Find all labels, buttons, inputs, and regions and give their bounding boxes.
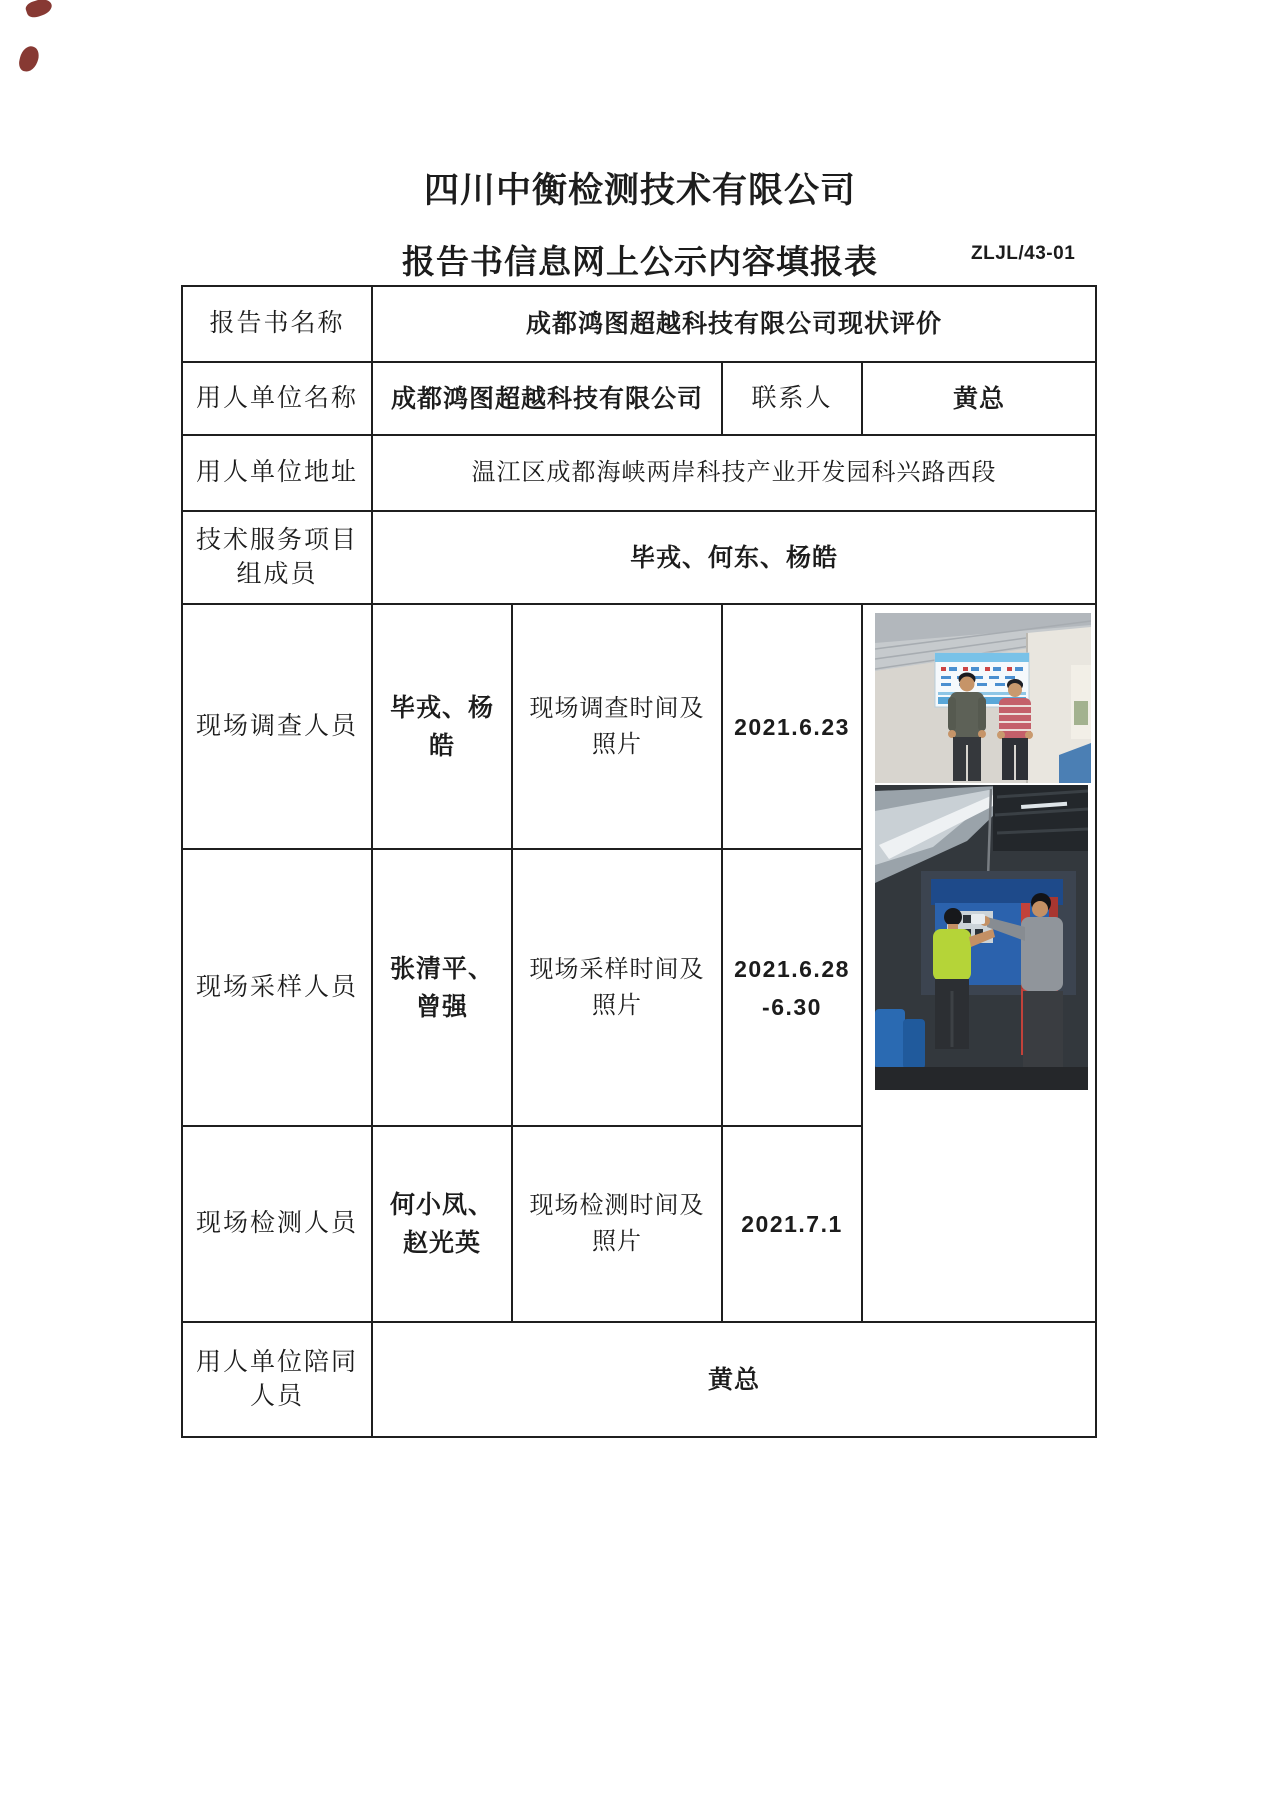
sampling-time-label-line2: 照片	[592, 992, 642, 1019]
sampling-time-label	[513, 850, 723, 1127]
employer-address-label: 用人单位地址	[183, 436, 373, 512]
report-name-label: 报告书名称	[183, 287, 373, 363]
site-sampling-photo	[875, 785, 1088, 1090]
team-label-line2: 组成员	[236, 560, 318, 588]
testing-time-label	[513, 1127, 723, 1323]
survey-date: 2021.6.23	[723, 605, 863, 850]
sampling-time-label-line1: 现场采样时间及	[529, 956, 705, 983]
report-name-value: 成都鸿图超越科技有限公司现状评价	[373, 287, 1095, 363]
report-info-table	[181, 285, 1097, 1438]
photo-column-cell	[863, 605, 1095, 1323]
sampling-names-line1: 张清平、	[389, 954, 494, 983]
testing-label: 现场检测人员	[183, 1127, 373, 1323]
site-survey-photo	[875, 613, 1091, 783]
team-label-line1: 技术服务项目	[195, 526, 358, 554]
testing-names-line1: 何小凤、	[389, 1191, 494, 1219]
testing-time-label-line2: 照片	[592, 1229, 642, 1255]
employer-name-label: 用人单位名称	[183, 363, 373, 436]
survey-time-label-line2: 照片	[592, 731, 642, 758]
contact-label: 联系人	[723, 363, 863, 436]
form-title: 报告书信息网上公示内容填报表	[402, 243, 878, 280]
accompany-label-line2: 人员	[249, 1382, 304, 1410]
accompany-label-line1: 用人单位陪同	[195, 1348, 358, 1376]
team-value: 毕戎、何东、杨皓	[373, 512, 1095, 605]
sampling-date-line2: -6.30	[762, 993, 822, 1020]
form-code: ZLJL/43-01	[971, 243, 1076, 264]
survey-names	[373, 605, 513, 850]
sampling-names-line2: 曾强	[415, 992, 468, 1021]
accompany-label	[183, 1323, 373, 1436]
company-title: 四川中衡检测技术有限公司	[423, 171, 856, 210]
testing-date: 2021.7.1	[723, 1127, 863, 1323]
testing-names	[373, 1127, 513, 1323]
accompany-value: 黄总	[707, 1365, 760, 1394]
employer-name-value: 成都鸿图超越科技有限公司	[373, 363, 723, 436]
sampling-date-line1: 2021.6.28	[734, 955, 850, 982]
survey-label: 现场调查人员	[183, 605, 373, 850]
employer-address-value: 温江区成都海峡两岸科技产业开发园科兴路西段	[373, 436, 1095, 512]
sampling-label: 现场采样人员	[183, 850, 373, 1127]
sampling-date	[723, 850, 863, 1127]
scan-artifact	[17, 44, 41, 74]
testing-time-label-line1: 现场检测时间及	[529, 1193, 705, 1219]
survey-names-line2: 皓	[428, 731, 455, 760]
contact-value: 黄总	[863, 363, 1095, 436]
survey-time-label-line1: 现场调查时间及	[529, 695, 705, 722]
sampling-names	[373, 850, 513, 1127]
survey-names-line1: 毕戎、杨	[389, 693, 494, 722]
testing-names-line2: 赵光英	[402, 1229, 481, 1257]
scan-artifact	[24, 0, 54, 20]
team-label	[183, 512, 373, 605]
survey-time-label	[513, 605, 723, 850]
